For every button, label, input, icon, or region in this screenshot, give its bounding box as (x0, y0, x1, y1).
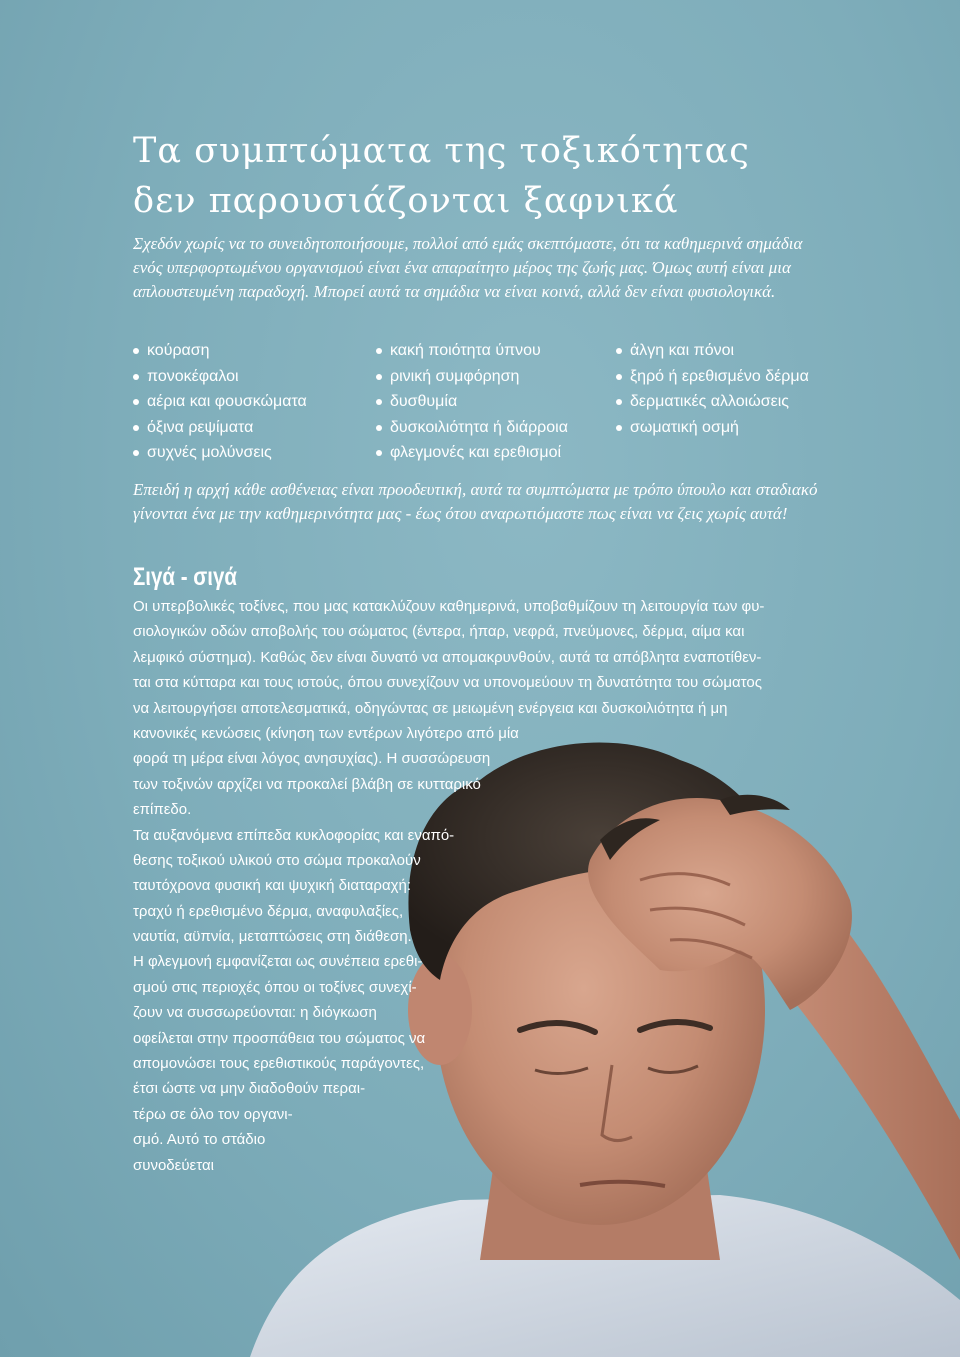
symptom-item: σωματική οσμή (616, 417, 809, 443)
body-text-line: να λειτουργήσει αποτελεσματικά, οδηγώντας σε μειωμένη ενέργεια και δυσκοιλιότητα ή μη (133, 699, 728, 717)
page-title (133, 126, 893, 226)
body-text-line: θεσης τοξικού υλικού στο σώμα προκαλούν (133, 851, 421, 869)
symptom-item: δυσθυμία (376, 391, 568, 417)
body-text-line: ζουν να συσσωρεύονται: η διόγκωση (133, 1004, 377, 1022)
body-text-line: των τοξινών αρχίζει να προκαλεί βλάβη σε κυτταρικό (133, 775, 481, 793)
symptom-item: φλεγμονές και ερεθισμοί (376, 442, 568, 468)
symptoms-column-3 (616, 340, 809, 442)
body-text-line: επίπεδο. (133, 801, 192, 819)
symptom-item: συχνές μολύνσεις (133, 442, 307, 468)
body-text-line: σμό. Αυτό το στάδιο (133, 1131, 266, 1149)
body-text-line: Η φλεγμονή εμφανίζεται ως συνέπεια ερεθι- (133, 953, 423, 971)
body-text-line: Οι υπερβολικές τοξίνες, που μας κατακλύζουν καθημερινά, υποβαθμίζουν τη λειτουργία των φυ- (133, 598, 765, 615)
symptom-item: ρινική συμφόρηση (376, 366, 568, 392)
symptoms-column-1 (133, 340, 307, 468)
body-text (133, 594, 833, 1178)
body-text-line: συνοδεύεται (133, 1156, 214, 1174)
conclusion-paragraph: Επειδή η αρχή κάθε ασθένειας είναι προοδευτική, αυτά τα συμπτώματα με τρόπο ύπουλο και σταδιακό γίνονται ένα με την καθημερινότητα μας - έως ότου αναρωτιόμαστε πως είναι να ζεις χωρίς αυτά! (133, 480, 818, 523)
body-text-line: έτσι ώστε να μην διαδοθούν περαι- (133, 1080, 366, 1098)
page-title-line-2: δεν παρουσιάζονται ξαφνικά (133, 181, 679, 221)
symptom-item: δυσκοιλιότητα ή διάρροια (376, 417, 568, 443)
intro-paragraph: Σχεδόν χωρίς να το συνειδητοποιήσουμε, πολλοί από εμάς σκεπτόμαστε, ότι τα καθημερινά σημάδια ενός υπερφορτωμένου οργανισμού είναι ένα απαραίτητο μέρος της ζωής μας. Όμως αυτή είναι μια απλουστευμένη παραδοχή. Μπορεί αυτά τα σημάδια να είναι κοινά, αλλά δεν είναι φυσιολογικά. (133, 234, 803, 301)
body-text-line: ναυτία, αϋπνία, μεταπτώσεις στη διάθεση. (133, 928, 412, 946)
body-text-line: οφείλεται στην προσπάθεια του σώματος να (133, 1029, 426, 1047)
symptoms-column-2 (376, 340, 568, 468)
body-text-line: ται στα κύτταρα και τους ιστούς, όπου συνεχίζουν να υπονομεύουν τη δυνατότητα του σώματος (133, 674, 762, 692)
body-text-line: φορά τη μέρα είναι λόγος ανησυχίας). Η συσσώρευση (133, 750, 491, 768)
symptom-item: όξινα ρεψίματα (133, 417, 307, 443)
symptom-item: κακή ποιότητα ύπνου (376, 340, 568, 366)
body-text-line: κανονικές κενώσεις (κίνηση των εντέρων λιγότερο από μία (133, 724, 519, 742)
body-text-line: τέρω σε όλο τον οργανι- (133, 1105, 293, 1123)
symptom-item: άλγη και πόνοι (616, 340, 809, 366)
symptom-item: αέρια και φουσκώματα (133, 391, 307, 417)
body-text-line: σιολογικών οδών αποβολής του σώματος (έντερα, ήπαρ, νεφρά, πνεύμονες, δέρμα, αίμα και (133, 623, 745, 641)
body-text-line: σμού στις περιοχές όπου οι τοξίνες συνεχί- (133, 978, 417, 996)
body-text-line: ταυτόχρονα φυσική και ψυχική διαταραχή: (133, 877, 411, 895)
body-text-line: απομονώσει τους ερεθιστικούς παράγοντες, (133, 1055, 425, 1073)
section-heading: Σιγά - σιγά (133, 563, 237, 591)
symptom-item: κούραση (133, 340, 307, 366)
page-title-line-1: Τα συμπτώματα της τοξικότητας (133, 131, 750, 171)
body-text-line: Τα αυξανόμενα επίπεδα κυκλοφορίας και εναπό- (133, 826, 455, 844)
symptom-item: πονοκέφαλοι (133, 366, 307, 392)
body-text-line: τραχύ ή ερεθισμένο δέρμα, αναφυλαξίες, (133, 902, 404, 920)
symptom-item: δερματικές αλλοιώσεις (616, 391, 809, 417)
symptom-item: ξηρό ή ερεθισμένο δέρμα (616, 366, 809, 392)
body-text-line: λεμφικό σύστημα). Καθώς δεν είναι δυνατό να απομακρυνθούν, αυτά τα απόβλητα εναποτίθεν- (133, 648, 762, 666)
